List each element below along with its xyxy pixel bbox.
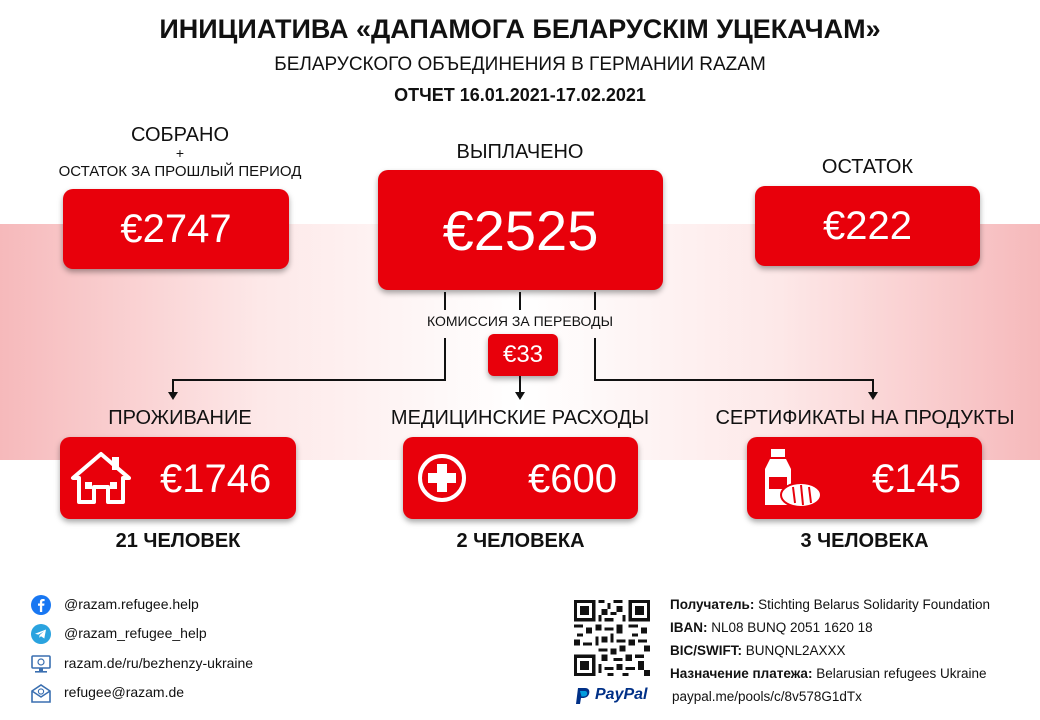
payment-iban	[670, 620, 873, 635]
paid-value: €2525	[442, 199, 599, 262]
telegram-icon	[30, 623, 52, 645]
collected-card	[63, 189, 289, 269]
housing-people: 21 ЧЕЛОВЕК	[115, 530, 241, 552]
arrow-right	[868, 392, 878, 400]
facebook-icon	[30, 594, 52, 616]
groceries-icon	[757, 447, 823, 514]
arrow-left	[168, 392, 178, 400]
payment-bic-label: BIC/SWIFT:	[670, 643, 742, 658]
connector-right-vertical	[594, 338, 596, 380]
payment-purpose-label: Назначение платежа:	[670, 666, 813, 681]
payment-bic-value: BUNQNL2AXXX	[745, 643, 846, 658]
remainder-label: ОСТАТОК	[821, 156, 914, 178]
connector-mid-drop	[519, 376, 521, 393]
connector-left-top	[444, 292, 446, 310]
payment-iban-label: IBAN:	[670, 620, 708, 635]
paid-card	[378, 170, 663, 290]
housing-label: ПРОЖИВАНИЕ	[108, 407, 252, 429]
connector-left-horizontal	[172, 379, 446, 381]
remainder-card	[755, 186, 980, 266]
paid-label: ВЫПЛАЧЕНО	[456, 141, 584, 163]
email-icon	[30, 682, 52, 704]
arrow-mid	[515, 392, 525, 400]
report-period: ОТЧЕТ 16.01.2021-17.02.2021	[394, 85, 646, 105]
contact-website-text: razam.de/ru/bezhenzy-ukraine	[64, 655, 254, 671]
commission-value: €33	[502, 341, 544, 368]
remainder-value: €222	[823, 204, 912, 248]
groceries-value: €145	[872, 457, 961, 501]
payment-recipient	[670, 597, 990, 612]
payment-recipient-label: Получатель:	[670, 597, 755, 612]
website-icon	[30, 653, 52, 675]
housing-card	[60, 437, 296, 519]
qr-code-icon[interactable]	[574, 600, 650, 681]
connector-right-top	[594, 292, 596, 310]
contact-email-text: refugee@razam.de	[64, 684, 185, 700]
payment-iban-value: NL08 BUNQ 2051 1620 18	[711, 620, 873, 635]
house-icon	[70, 451, 132, 510]
collected-value: €2747	[120, 207, 232, 251]
payment-purpose-value: Belarusian refugees Ukraine	[816, 666, 987, 681]
groceries-label: СЕРТИФИКАТЫ НА ПРОДУКТЫ	[715, 407, 1015, 429]
medical-label: МЕДИЦИНСКИЕ РАСХОДЫ	[390, 407, 650, 429]
connector-right-drop	[872, 379, 874, 393]
paypal-logo-text: PayPal	[595, 686, 648, 703]
payment-recipient-value: Stichting Belarus Solidarity Foundation	[758, 597, 991, 612]
page-subtitle: БЕЛАРУСКОГО ОБЪЕДИНЕНИЯ В ГЕРМАНИИ RAZAM	[274, 54, 766, 75]
connector-left-vertical	[444, 338, 446, 380]
paypal-icon	[575, 687, 591, 705]
contact-telegram-text: @razam_refugee_help	[64, 625, 207, 641]
groceries-people: 3 ЧЕЛОВЕКА	[800, 530, 929, 552]
payment-purpose	[670, 666, 987, 681]
connector-left-drop	[172, 379, 174, 393]
housing-value: €1746	[160, 457, 272, 501]
medical-people: 2 ЧЕЛОВЕКА	[456, 530, 585, 552]
collected-label: СОБРАНО	[130, 124, 230, 146]
medical-cross-icon	[417, 453, 467, 508]
commission-label: КОМИССИЯ ЗА ПЕРЕВОДЫ	[427, 313, 613, 329]
paypal-link[interactable]: paypal.me/pools/c/8v578G1dTx	[672, 689, 862, 704]
medical-card	[403, 437, 638, 519]
payment-bic	[670, 643, 846, 658]
commission-card	[488, 334, 558, 376]
medical-value: €600	[528, 457, 617, 501]
connector-mid-top	[519, 292, 521, 310]
collected-sublabel: ОСТАТОК ЗА ПРОШЛЫЙ ПЕРИОД	[58, 163, 302, 180]
page-title: ИНИЦИАТИВА «ДАПАМОГА БЕЛАРУСКІМ УЦЕКАЧАМ»	[159, 14, 881, 44]
connector-right-horizontal	[594, 379, 874, 381]
contact-facebook-text: @razam.refugee.help	[64, 596, 199, 612]
collected-plus: +	[175, 145, 185, 161]
groceries-card	[747, 437, 982, 519]
